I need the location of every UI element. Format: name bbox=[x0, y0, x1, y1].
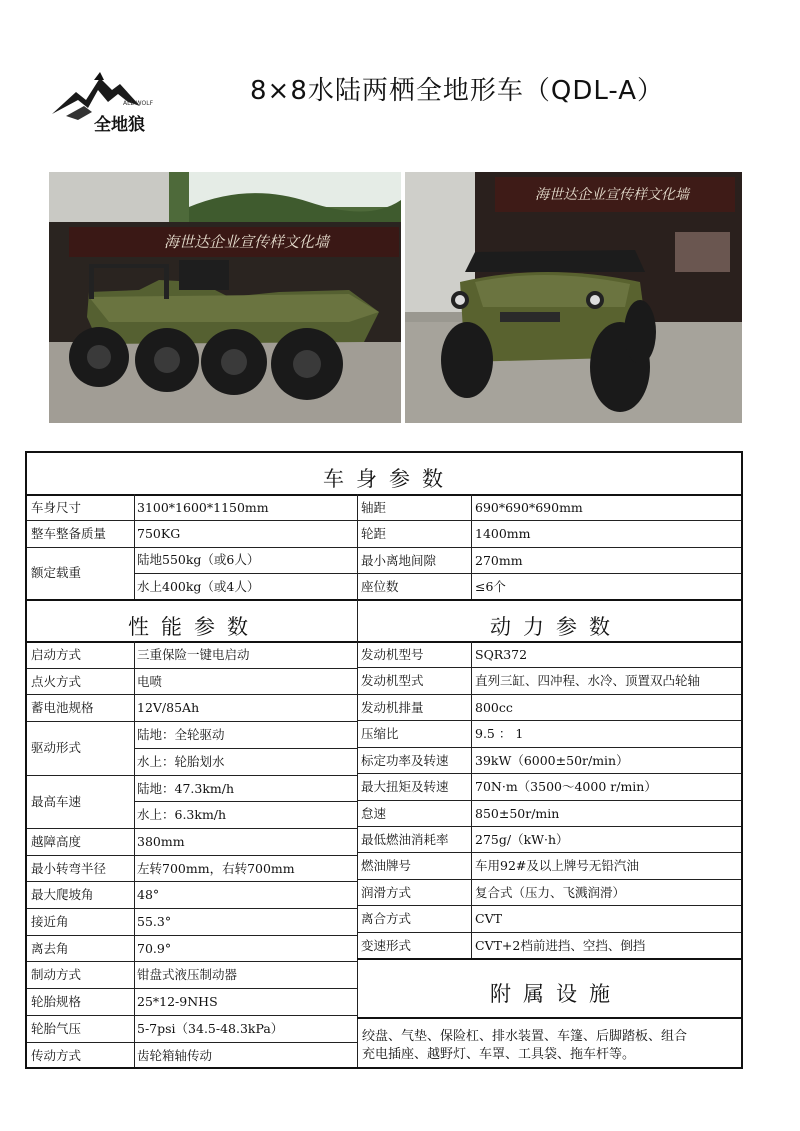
perf-value-9: 48° bbox=[137, 887, 160, 902]
perf-value-3: 陆地：全轮驱动 bbox=[137, 727, 225, 742]
perf-label-3: 驱动形式 bbox=[31, 740, 82, 755]
power-label-2: 发动机排量 bbox=[361, 700, 424, 715]
body-right-label-0: 轴距 bbox=[361, 500, 387, 515]
power-value-9: 复合式（压力、飞溅润滑） bbox=[475, 885, 626, 900]
perf-value-11: 70.9° bbox=[137, 941, 172, 956]
power-value-2: 800cc bbox=[475, 700, 513, 715]
power-label-9: 润滑方式 bbox=[361, 885, 412, 900]
perf-value-8: 左转700mm，右转700mm bbox=[137, 861, 295, 876]
power-label-6: 怠速 bbox=[361, 806, 387, 821]
body-right-value-3: ≤6个 bbox=[475, 579, 506, 594]
power-label-3: 压缩比 bbox=[361, 726, 399, 741]
power-value-8: 车用92#及以上牌号无铅汽油 bbox=[475, 858, 639, 873]
power-label-5: 最大扭矩及转速 bbox=[361, 779, 449, 794]
power-params-header: 动力参数 bbox=[490, 615, 622, 639]
body-value-size: 3100*1600*1150mm bbox=[137, 500, 269, 515]
power-label-11: 变速形式 bbox=[361, 938, 412, 953]
perf-label-9: 最大爬坡角 bbox=[31, 887, 94, 902]
power-value-0: SQR372 bbox=[475, 647, 528, 662]
front-banner-text: 海世达企业宣传样文化墙 bbox=[535, 187, 689, 203]
page-title: 8×8水陆两栖全地形车（QDL-A） bbox=[250, 76, 664, 106]
body-value-load-land: 陆地550kg（或6人） bbox=[137, 552, 260, 567]
perf-value-10: 55.3° bbox=[137, 914, 172, 929]
spec-table bbox=[25, 451, 743, 1069]
power-value-3: 9.5 ： 1 bbox=[475, 726, 524, 741]
perf-label-1: 点火方式 bbox=[31, 674, 82, 689]
power-label-8: 燃油牌号 bbox=[361, 858, 412, 873]
accessory-line-2: 充电插座、越野灯、车罩、工具袋、拖车杆等。 bbox=[362, 1047, 636, 1062]
power-label-0: 发动机型号 bbox=[361, 647, 424, 662]
power-label-4: 标定功率及转速 bbox=[361, 753, 449, 768]
perf-value-2: 12V/85Ah bbox=[137, 700, 200, 715]
perf-label-11: 离去角 bbox=[31, 941, 69, 956]
brand-logo bbox=[48, 66, 163, 136]
vehicle-front-photo bbox=[405, 172, 742, 423]
perf-label-7: 越障高度 bbox=[31, 834, 82, 849]
power-value-11: CVT+2档前进挡、空挡、倒挡 bbox=[475, 938, 646, 953]
perf-value-5: 陆地：47.3km/h bbox=[137, 781, 235, 796]
power-value-5: 70N·m（3500～4000 r/min） bbox=[475, 779, 657, 794]
vehicle-side-photo bbox=[49, 172, 401, 423]
body-right-value-0: 690*690*690mm bbox=[475, 500, 583, 515]
perf-label-10: 接近角 bbox=[31, 914, 69, 929]
perf-label-0: 启动方式 bbox=[31, 647, 82, 662]
accessory-header: 附属设施 bbox=[490, 982, 622, 1006]
perf-value-15: 齿轮箱轴传动 bbox=[137, 1048, 213, 1063]
side-banner-text: 海世达企业宣传样文化墙 bbox=[164, 233, 330, 251]
perf-label-8: 最小转弯半径 bbox=[31, 861, 107, 876]
body-value-load-water: 水上400kg（或4人） bbox=[137, 579, 260, 594]
accessory-line-1: 绞盘、气垫、保险杠、排水装置、车篷、后脚踏板、组合 bbox=[362, 1029, 688, 1044]
body-label-mass: 整车整备质量 bbox=[31, 526, 107, 541]
perf-value-4: 水上：轮胎划水 bbox=[137, 754, 225, 769]
power-label-1: 发动机型式 bbox=[361, 673, 424, 688]
performance-params-header: 性能参数 bbox=[128, 615, 260, 639]
body-value-mass: 750KG bbox=[137, 526, 181, 541]
perf-label-12: 制动方式 bbox=[31, 967, 82, 982]
accessory-list bbox=[362, 1028, 742, 1064]
power-value-7: 275g/（kW·h） bbox=[475, 832, 569, 847]
power-value-6: 850±50r/min bbox=[475, 806, 560, 821]
body-right-label-1: 轮距 bbox=[361, 526, 387, 541]
body-right-value-1: 1400mm bbox=[475, 526, 531, 541]
perf-label-5: 最高车速 bbox=[31, 794, 82, 809]
power-label-7: 最低燃油消耗率 bbox=[361, 832, 449, 847]
body-label-load: 额定载重 bbox=[31, 565, 82, 580]
perf-label-15: 传动方式 bbox=[31, 1048, 82, 1063]
perf-value-14: 5-7psi（34.5-48.3kPa） bbox=[137, 1021, 284, 1036]
logo-text: 全地狼 bbox=[94, 115, 145, 135]
body-right-value-2: 270mm bbox=[475, 553, 523, 568]
perf-label-13: 轮胎规格 bbox=[31, 994, 82, 1009]
perf-value-12: 钳盘式液压制动器 bbox=[137, 967, 238, 982]
power-value-10: CVT bbox=[475, 911, 502, 926]
perf-value-6: 水上：6.3km/h bbox=[137, 807, 227, 822]
body-right-label-2: 最小离地间隙 bbox=[361, 553, 437, 568]
body-label-size: 车身尺寸 bbox=[31, 500, 82, 515]
perf-label-2: 蓄电池规格 bbox=[31, 700, 94, 715]
logo-small-text: ALL-WOLF bbox=[123, 100, 154, 107]
power-value-1: 直列三缸、四冲程、水冷、顶置双凸轮轴 bbox=[475, 673, 701, 688]
perf-value-7: 380mm bbox=[137, 834, 185, 849]
body-right-label-3: 座位数 bbox=[361, 579, 399, 594]
body-params-header: 车身参数 bbox=[323, 467, 455, 491]
perf-value-0: 三重保险一键电启动 bbox=[137, 647, 250, 662]
power-label-10: 离合方式 bbox=[361, 911, 412, 926]
perf-value-1: 电喷 bbox=[137, 674, 163, 689]
perf-label-14: 轮胎气压 bbox=[31, 1021, 82, 1036]
power-value-4: 39kW（6000±50r/min） bbox=[475, 753, 629, 768]
perf-value-13: 25*12-9NHS bbox=[137, 994, 218, 1009]
